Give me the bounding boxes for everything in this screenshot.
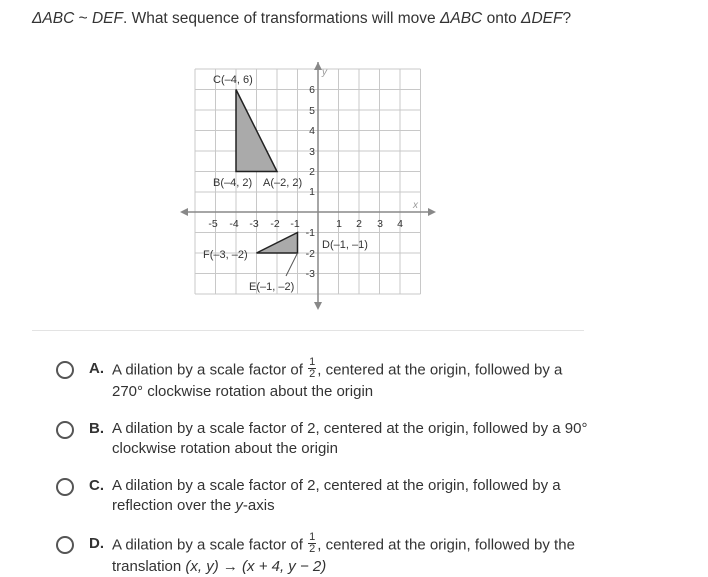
y-axis-label: y — [322, 67, 327, 78]
radio-button-c[interactable] — [56, 478, 74, 496]
y-tick-label: 2 — [309, 166, 315, 178]
choice-letter: B. — [89, 420, 104, 437]
x-tick-label: -2 — [270, 218, 280, 230]
choice-text: A dilation by a scale factor of 2, centered at the origin, followed by a 90° clockwise rotation about the origin — [112, 420, 588, 457]
x-tick-label: 1 — [336, 218, 342, 230]
label-e-leader — [286, 253, 298, 276]
label-d: D(–1, –1) — [322, 239, 368, 251]
x-tick-label: -3 — [249, 218, 259, 230]
y-tick-label: 6 — [309, 84, 315, 96]
fraction: $\frac{1}{2}$ — [309, 356, 316, 380]
label-a: A(–2, 2) — [263, 177, 303, 189]
y-tick-label: 3 — [309, 146, 315, 158]
question-similar: ~ — [74, 10, 92, 27]
choice-text: A dilation by a scale factor of $\frac{1}{2}$ , centered at the origin, followed by a 270° clockwise rotation about the origin — [112, 356, 563, 400]
coordinate-graph — [180, 62, 440, 312]
fraction: $\frac{1}{2}$ — [309, 531, 316, 555]
y-tick-label: -3 — [305, 268, 315, 280]
choice-letter: A. — [89, 360, 104, 377]
x-tick-label: 3 — [377, 218, 383, 230]
x-axis-label: x — [413, 200, 418, 211]
radio-button-a[interactable] — [56, 361, 74, 379]
radio-button-d[interactable] — [56, 536, 74, 554]
x-tick-label: 2 — [356, 218, 362, 230]
x-tick-label: -1 — [290, 218, 300, 230]
question-triangle-abc: ΔABC — [32, 10, 75, 27]
label-f: F(–3, –2) — [203, 249, 248, 261]
y-tick-labels — [306, 84, 316, 280]
y-tick-label: 1 — [309, 186, 315, 198]
question-end: ? — [562, 10, 572, 27]
label-b: B(–4, 2) — [213, 177, 253, 189]
radio-button-b[interactable] — [56, 421, 74, 439]
question-triangle-def-2: ΔDEF — [521, 10, 563, 27]
label-c: C(–4, 6) — [213, 74, 253, 86]
divider — [32, 330, 584, 331]
y-tick-label: 4 — [309, 125, 315, 137]
choice-text: A dilation by a scale factor of $\frac{1}{2}$ , centered at the origin, followed by the translation (x, y) → (x + 4, y − 2) — [112, 531, 575, 575]
question-text — [32, 9, 692, 29]
point-labels — [203, 74, 368, 293]
y-tick-label: -2 — [305, 248, 315, 260]
choice-letter: D. — [89, 535, 104, 552]
question-triangle-def: DEF — [91, 10, 123, 27]
choice-letter: C. — [89, 477, 104, 494]
x-tick-label: -4 — [229, 218, 239, 230]
question-body: . What sequence of transformations will move — [122, 10, 440, 27]
x-tick-label: 4 — [397, 218, 403, 230]
choice-text: A dilation by a scale factor of 2, centered at the origin, followed by a reflection over the y-axis — [112, 477, 561, 514]
y-tick-label: 5 — [309, 105, 315, 117]
question-triangle-abc-2: ΔABC — [439, 10, 483, 27]
question-onto: onto — [482, 10, 522, 27]
x-tick-label: -5 — [208, 218, 218, 230]
label-e: E(–1, –2) — [249, 281, 295, 293]
y-tick-label: -1 — [305, 227, 315, 239]
